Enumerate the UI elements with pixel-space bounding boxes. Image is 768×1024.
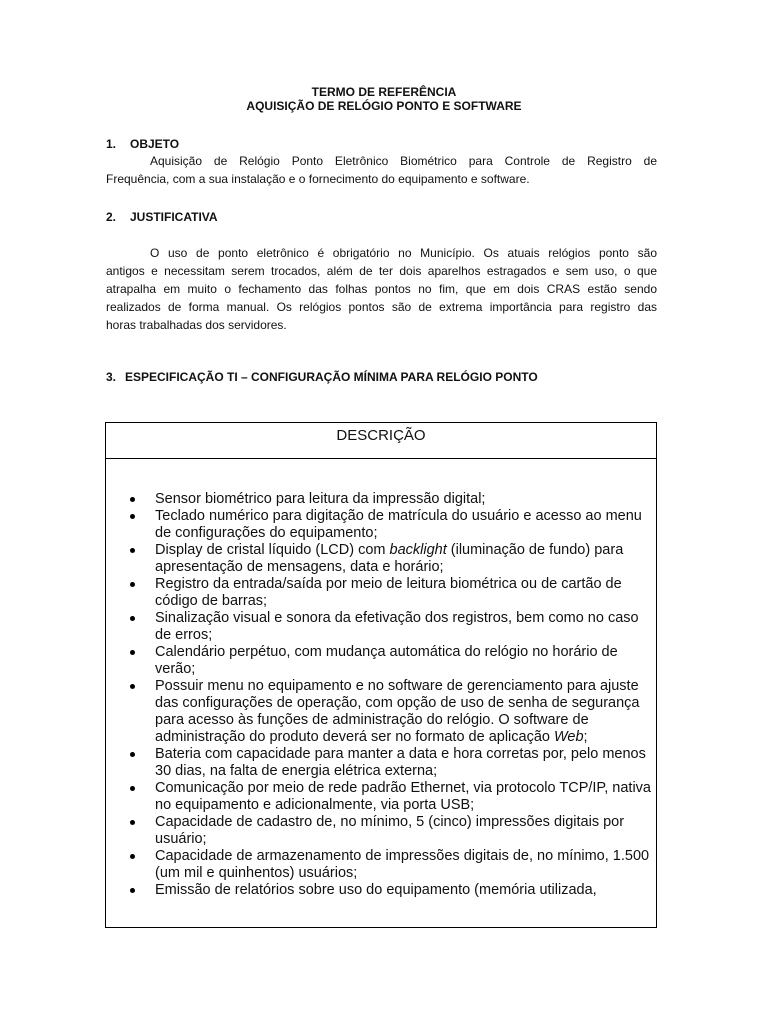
item-text: Sinalização visual e sonora da efetivação dos registros, bem como no caso de erros; [155, 610, 639, 643]
list-item [106, 491, 657, 508]
bullet-icon [130, 684, 135, 689]
bullet-icon [130, 650, 135, 655]
list-item [106, 746, 657, 780]
specification-list [106, 491, 657, 899]
paragraph-objeto [106, 152, 657, 188]
item-text: Calendário perpétuo, com mudança automática do relógio no horário de verão; [155, 644, 618, 677]
bullet-icon [130, 752, 135, 757]
bullet-icon [130, 820, 135, 825]
item-text: Display de cristal líquido (LCD) com [155, 542, 390, 558]
document-subtitle: AQUISIÇÃO DE RELÓGIO PONTO E SOFTWARE [246, 99, 522, 113]
paragraph-line: Frequência, com a sua instalação e o fornecimento do equipamento e software. [106, 172, 530, 186]
item-text-after: (iluminação de fundo) para apresentação de mensagens, data e horário; [155, 542, 624, 575]
list-item [106, 780, 657, 814]
item-text: Teclado numérico para digitação de matrícula do usuário e acesso ao menu de configurações do equipamento; [155, 508, 642, 541]
bullet-icon [130, 786, 135, 791]
section-title: JUSTIFICATIVA [130, 210, 218, 224]
item-text: Sensor biométrico para leitura da impressão digital; [155, 491, 486, 507]
document-title: TERMO DE REFERÊNCIA [311, 85, 457, 99]
list-item [106, 848, 657, 882]
list-item [106, 882, 657, 899]
item-text: Emissão de relatórios sobre uso do equipamento (memória utilizada, [155, 882, 597, 898]
item-emphasis: backlight [389, 542, 447, 558]
bullet-icon [130, 497, 135, 502]
item-text: Comunicação por meio de rede padrão Ethernet, via protocolo TCP/IP, nativa no equipamento e adicionalmente, via porta USB; [155, 780, 651, 813]
section-title: ESPECIFICAÇÃO TI – CONFIGURAÇÃO MÍNIMA PARA RELÓGIO PONTO [125, 370, 538, 384]
list-item [106, 576, 657, 610]
bullet-icon [130, 582, 135, 587]
list-item [106, 508, 657, 542]
item-text-after: ; [583, 729, 588, 745]
item-text: Registro da entrada/saída por meio de leitura biométrica ou de cartão de código de barras; [155, 576, 622, 609]
list-item [106, 644, 657, 678]
section-title: OBJETO [130, 137, 180, 151]
paragraph-line: antigos e necessitam serem trocados, além de ter dois aparelhos estragados e sem uso, o que [106, 264, 657, 278]
section-heading-especificacao [106, 370, 538, 384]
paragraph-line: O uso de ponto eletrônico é obrigatório no Município. Os atuais relógios ponto são [150, 246, 657, 260]
paragraph-line: atrapalha em muito o fechamento das folhas pontos no fim, que em dois CRAS estão sendo [106, 282, 657, 296]
table-header-descricao: DESCRIÇÃO [106, 423, 656, 459]
list-item [106, 814, 657, 848]
paragraph-line: horas trabalhadas dos servidores. [106, 318, 287, 332]
paragraph-justificativa [106, 244, 657, 334]
paragraph-line: realizados de forma manual. Os relógios pontos são de extrema importância para registro das [106, 300, 657, 314]
specification-table [105, 422, 657, 928]
list-item [106, 542, 657, 576]
section-number: 1. [106, 137, 117, 151]
bullet-icon [130, 888, 135, 893]
section-heading-objeto [106, 137, 179, 151]
section-number: 3. [106, 370, 117, 384]
section-number: 2. [106, 210, 117, 224]
item-emphasis: Web [553, 729, 584, 745]
bullet-icon [130, 548, 135, 553]
list-item [106, 610, 657, 644]
paragraph-line: Aquisição de Relógio Ponto Eletrônico Biométrico para Controle de Registro de [150, 154, 657, 168]
item-text: Bateria com capacidade para manter a data e hora corretas por, pelo menos 30 dias, na falta de energia elétrica externa; [155, 746, 646, 779]
section-heading-justificativa [106, 210, 218, 224]
bullet-icon [130, 514, 135, 519]
list-item [106, 678, 657, 746]
item-text: Capacidade de armazenamento de impressões digitais de, no mínimo, 1.500 (um mil e quinhentos) usuários; [155, 848, 650, 881]
bullet-icon [130, 616, 135, 621]
bullet-icon [130, 854, 135, 859]
item-text: Capacidade de cadastro de, no mínimo, 5 (cinco) impressões digitais por usuário; [155, 814, 625, 847]
item-text: Possuir menu no equipamento e no software de gerenciamento para ajuste das configurações de operação, com opção de uso de senha de segurança para acesso às funções de administração do relógio. O software de administração do produto deverá ser no formato de aplicação [155, 678, 640, 745]
